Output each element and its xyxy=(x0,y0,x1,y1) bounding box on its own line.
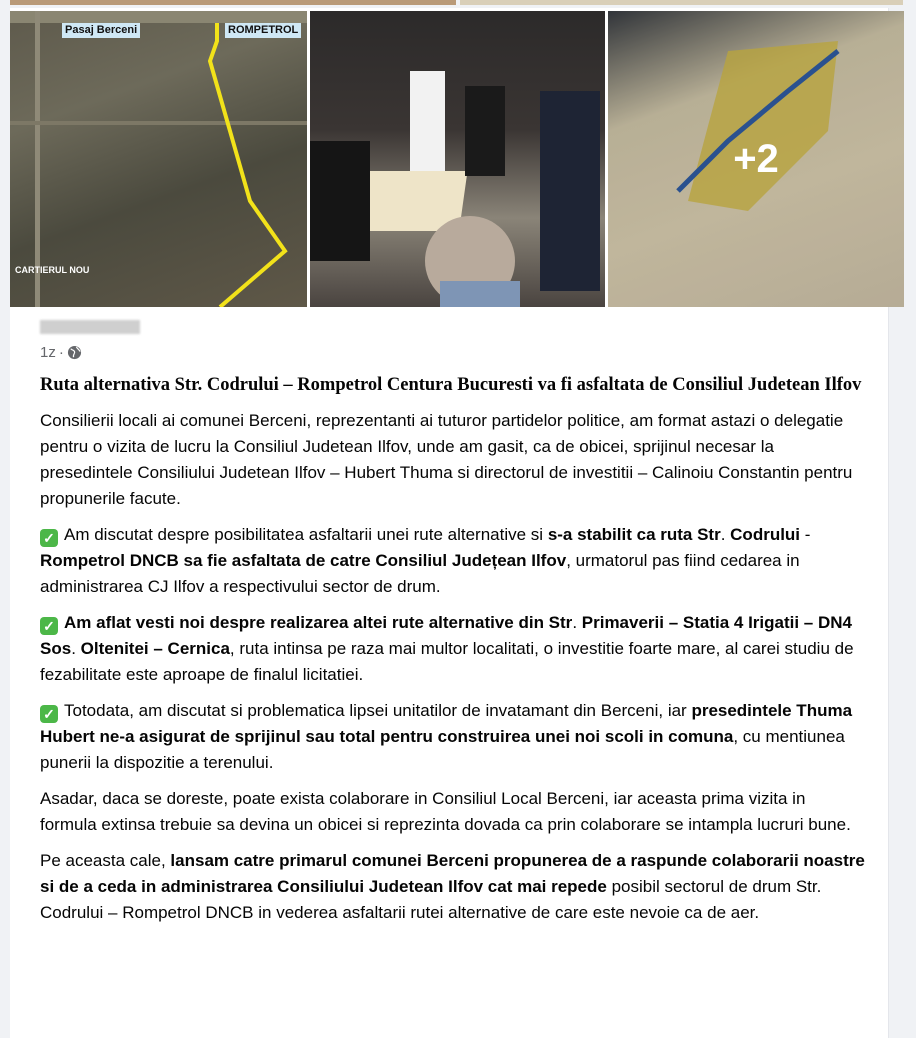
text: Asadar, daca se doreste, poate exista colaborare in Consiliul Local Berceni, iar aceasta prima vizita in formula extinsa trebuie sa devina un obicei si reprezinta dovada ca prin colaborare se intampla lucruri bune. xyxy=(40,789,851,834)
text: Am discutat despre posibilitatea asfaltarii unei rute alternative si xyxy=(64,525,548,544)
photo-route-map[interactable] xyxy=(10,11,307,307)
text: . xyxy=(572,613,582,632)
text: Pe aceasta cale, xyxy=(40,851,171,870)
check-mark-icon: ✓ xyxy=(40,617,58,635)
photo-meeting[interactable] xyxy=(310,11,605,307)
meta-separator: · xyxy=(58,344,64,361)
text: Consilierii locali ai comunei Berceni, reprezentanti ai tuturor partidelor politice, am format astazi o delegatie pentru o vizita de lucru la Consiliul Judetean Ilfov, unde am gasit, ca de obicei, sprijinul necesar la presedintele Consiliului Judetean Ilfov – Hubert Thuma si directorul de investitii – Calinoiu Constantin pentru propunerile facute. xyxy=(40,411,853,508)
text: Totodata, am discutat si problematica lipsei unitatilor de invatamant din Berceni, iar xyxy=(64,701,692,720)
bold-text: s-a stabilit ca ruta Str xyxy=(547,525,721,544)
bold-text: Rompetrol DNCB sa fie asfaltata de catre Consiliul Județean Ilfov xyxy=(40,551,567,570)
bold-text: Am aflat vesti noi despre realizarea altei rute alternative din Str xyxy=(64,613,573,632)
text: , ruta intinsa pe raza mai multor localitati, o investitie foarte mare, al carei studiu de fezabilitate este aproape de finalul licitatiei. xyxy=(40,639,854,684)
text: , urmatorul pas fiind cedarea in administrarea CJ Ilfov a respectivului sector de drum. xyxy=(40,551,800,596)
post-title: Ruta alternativa Str. Codrului – Rompetrol Centura Bucuresti va fi asfaltata de Consiliul Judetean Ilfov xyxy=(40,375,862,395)
more-photos-count[interactable]: +2 xyxy=(608,11,904,307)
bold-text: lansam catre primarul comunei Berceni propunerea de a raspunde colaborarii noastre si de a ceda in administrarea Consiliului Judetean Ilfov cat mai repede xyxy=(40,851,865,896)
post-paragraph xyxy=(40,522,865,600)
author-name-redacted[interactable] xyxy=(40,320,140,334)
meeting-scene xyxy=(310,11,605,307)
post-paragraph xyxy=(40,848,865,926)
text: , cu mentiunea punerii la dispozitie a terenului. xyxy=(40,727,845,772)
photo-plan-map[interactable] xyxy=(608,11,904,307)
bold-text: presedintele Thuma Hubert ne-a asigurat de sprijinul sau total pentru construirea unei noi scoli in comuna xyxy=(40,701,853,746)
post-paragraph xyxy=(40,786,865,838)
previous-photo-edge xyxy=(10,0,456,5)
map-label: Pasaj Berceni xyxy=(62,23,140,38)
post-time[interactable]: 1z xyxy=(40,344,56,361)
bold-text: Codrului xyxy=(730,525,801,544)
text: posibil sectorul de drum Str. Codrului – Rompetrol DNCB in vederea asfaltarii rutei alternative de care este nevoie ca de aer. xyxy=(40,877,822,922)
check-mark-icon: ✓ xyxy=(40,529,58,547)
photo-grid xyxy=(10,11,904,307)
bold-text: Oltenitei – Cernica xyxy=(80,639,230,658)
post-paragraph xyxy=(40,698,865,776)
check-mark-icon: ✓ xyxy=(40,705,58,723)
post-content xyxy=(40,372,865,936)
post-paragraph xyxy=(40,610,865,688)
text: - xyxy=(800,525,811,544)
map-label: ROMPETROL xyxy=(225,23,301,38)
text: . xyxy=(720,525,731,544)
bold-text: Primaverii – Statia 4 Irigatii – DN4 Sos xyxy=(40,613,852,658)
previous-photo-edge xyxy=(460,0,903,5)
post-body xyxy=(40,408,865,926)
map-label: CARTIERUL NOU xyxy=(15,265,90,275)
globe-icon xyxy=(67,345,82,360)
post-paragraph xyxy=(40,408,865,512)
text: . xyxy=(71,639,81,658)
post-meta xyxy=(40,344,82,361)
